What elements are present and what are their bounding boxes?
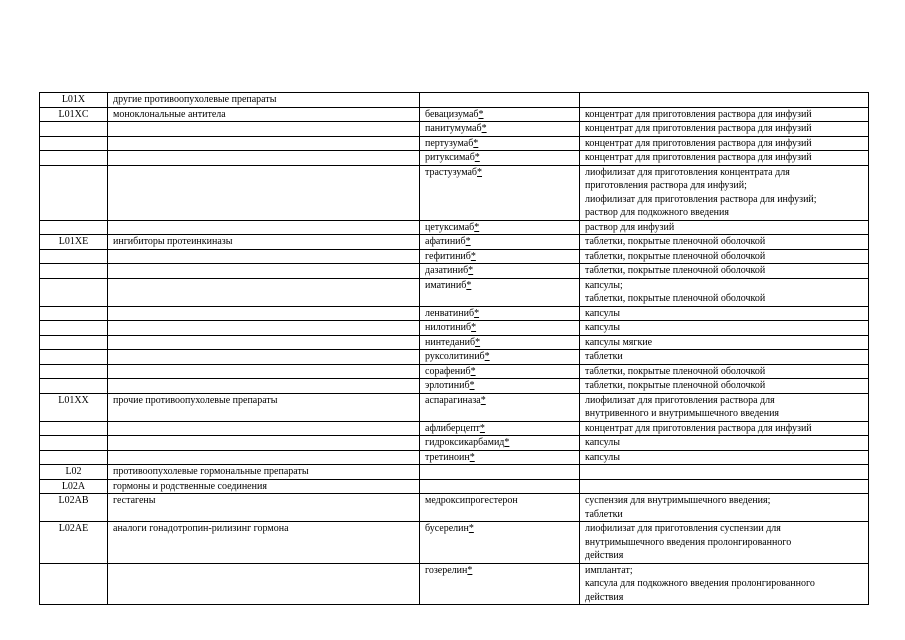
asterisk-marker: * (469, 451, 475, 463)
drug-name: афлиберцепт (425, 422, 480, 434)
dosage-form-cell (580, 379, 869, 394)
dosage-form-line: таблетки, покрытые пленочной оболочкой (585, 265, 766, 276)
table-row (40, 494, 869, 522)
asterisk-marker: * (471, 322, 477, 333)
group-name-cell (108, 122, 420, 137)
drug-name: ритуксимаб (425, 152, 475, 163)
table-row (40, 151, 869, 166)
asterisk-marker: * (468, 265, 474, 276)
atc-code-cell (40, 379, 108, 394)
drug-name-cell (420, 122, 580, 137)
asterisk-marker: * (470, 250, 476, 262)
dosage-form-cell (580, 465, 869, 480)
drug-name: афатиниб (425, 236, 466, 247)
asterisk-marker: * (465, 236, 471, 247)
atc-code-cell (40, 563, 108, 605)
drug-name: иматиниб (425, 279, 467, 291)
dosage-form-line: внутримышечного введения пролонгированного (585, 536, 792, 548)
dosage-form-line: капсулы (585, 307, 620, 319)
asterisk-marker: * (504, 437, 510, 448)
dosage-form-line: концентрат для приготовления раствора для инфузий (585, 152, 812, 163)
drug-name: медроксипрогестерон (425, 495, 518, 506)
group-name-cell (108, 350, 420, 365)
table-row (40, 563, 869, 605)
atc-code-cell (40, 436, 108, 451)
table-row (40, 93, 869, 108)
dosage-form-cell (580, 220, 869, 235)
group-name-cell (108, 165, 420, 220)
drug-name-cell (420, 379, 580, 394)
dosage-form-line: капсулы; (585, 279, 623, 291)
dosage-form-cell (580, 107, 869, 122)
drug-name-cell (420, 151, 580, 166)
dosage-form-line: таблетки, покрытые пленочной оболочкой (585, 250, 766, 262)
drug-name: цетуксимаб (425, 221, 475, 233)
drug-table-body (40, 93, 869, 605)
group-name-cell: противоопухолевые гормональные препараты (108, 465, 420, 480)
drug-name-cell (420, 306, 580, 321)
drug-name-cell (420, 421, 580, 436)
atc-code-cell: L02AB (40, 494, 108, 522)
dosage-form-cell (580, 249, 869, 264)
group-name-cell: аналоги гонадотропин-рилизинг гормона (108, 522, 420, 564)
drug-name-cell (420, 479, 580, 494)
dosage-form-line: капсула для подкожного введения пролонгированного (585, 578, 815, 589)
dosage-form-line: раствор для инфузий (585, 221, 675, 233)
table-row (40, 122, 869, 137)
group-name-cell (108, 563, 420, 605)
asterisk-marker: * (480, 394, 486, 406)
dosage-form-line: таблетки (585, 508, 623, 520)
dosage-form-line: лиофилизат для приготовления концентрата для (585, 166, 790, 178)
atc-code-cell (40, 249, 108, 264)
drug-name-cell (420, 136, 580, 151)
dosage-form-line: концентрат для приготовления раствора для инфузий (585, 422, 812, 434)
drug-name-cell (420, 364, 580, 379)
drug-name-cell (420, 563, 580, 605)
group-name-cell (108, 450, 420, 465)
asterisk-marker: * (469, 380, 475, 391)
drug-name-cell (420, 107, 580, 122)
dosage-form-cell (580, 563, 869, 605)
drug-name-cell (420, 350, 580, 365)
atc-code-cell (40, 278, 108, 306)
drug-name-cell (420, 393, 580, 421)
table-row (40, 321, 869, 336)
atc-code-cell: L01X (40, 93, 108, 108)
group-name-cell: гормоны и родственные соединения (108, 479, 420, 494)
dosage-form-cell (580, 335, 869, 350)
table-row (40, 364, 869, 379)
group-name-cell (108, 436, 420, 451)
drug-name: дазатиниб (425, 265, 469, 276)
drug-name: панитумумаб (425, 123, 482, 134)
atc-code-cell (40, 264, 108, 279)
drug-name: пертузумаб (425, 137, 474, 149)
group-name-cell (108, 136, 420, 151)
dosage-form-cell (580, 151, 869, 166)
table-row (40, 350, 869, 365)
drug-name: гидроксикарбамид (425, 437, 505, 448)
dosage-form-cell (580, 494, 869, 522)
dosage-form-line: таблетки, покрытые пленочной оболочкой (585, 236, 766, 247)
dosage-form-line: капсулы (585, 437, 620, 448)
dosage-form-line: внутривенного и внутримышечного введения (585, 408, 780, 419)
group-name-cell: ингибиторы протеинкиназы (108, 235, 420, 250)
atc-code-cell: L02 (40, 465, 108, 480)
table-row (40, 107, 869, 122)
atc-code-cell (40, 122, 108, 137)
dosage-form-line: имплантат; (585, 564, 633, 576)
asterisk-marker: * (466, 279, 472, 291)
atc-code-cell: L02A (40, 479, 108, 494)
group-name-cell (108, 364, 420, 379)
asterisk-marker: * (470, 365, 476, 377)
dosage-form-line: таблетки, покрытые пленочной оболочкой (585, 365, 766, 377)
drug-name-cell (420, 436, 580, 451)
dosage-form-line: таблетки, покрытые пленочной оболочкой (585, 293, 766, 304)
dosage-form-cell (580, 235, 869, 250)
atc-code-cell (40, 335, 108, 350)
atc-code-cell: L01XE (40, 235, 108, 250)
drug-name-cell (420, 321, 580, 336)
atc-code-cell (40, 136, 108, 151)
drug-name-cell (420, 522, 580, 564)
table-row (40, 235, 869, 250)
dosage-form-cell (580, 421, 869, 436)
drug-name: сорафениб (425, 365, 471, 377)
asterisk-marker: * (474, 221, 480, 233)
drug-name-cell (420, 335, 580, 350)
dosage-form-line: суспензия для внутримышечного введения; (585, 495, 771, 506)
drug-name: гозерелин (425, 564, 468, 576)
drug-name-cell (420, 494, 580, 522)
group-name-cell (108, 220, 420, 235)
drug-name-cell (420, 264, 580, 279)
dosage-form-cell (580, 350, 869, 365)
drug-name-cell (420, 220, 580, 235)
dosage-form-line: капсулы (585, 322, 620, 333)
dosage-form-cell (580, 93, 869, 108)
table-row (40, 165, 869, 220)
drug-name: ленватиниб (425, 307, 475, 319)
group-name-cell: прочие противоопухолевые препараты (108, 393, 420, 421)
drug-name: бусерелин (425, 523, 469, 534)
table-row (40, 335, 869, 350)
atc-code-cell: L01XX (40, 393, 108, 421)
dosage-form-cell (580, 393, 869, 421)
dosage-form-cell (580, 436, 869, 451)
dosage-form-line: концентрат для приготовления раствора для инфузий (585, 137, 812, 149)
drug-name: руксолитиниб (425, 351, 485, 362)
drug-name-cell (420, 165, 580, 220)
dosage-form-cell (580, 450, 869, 465)
dosage-form-cell (580, 278, 869, 306)
dosage-form-line: раствор для подкожного введения (585, 207, 729, 218)
asterisk-marker: * (475, 336, 481, 348)
table-row (40, 450, 869, 465)
asterisk-marker: * (477, 166, 483, 178)
dosage-form-line: лиофилизат для приготовления суспензии для (585, 523, 781, 534)
drug-table (39, 92, 869, 605)
atc-code-cell (40, 165, 108, 220)
atc-code-cell (40, 450, 108, 465)
group-name-cell: другие противоопухолевые препараты (108, 93, 420, 108)
dosage-form-line: таблетки, покрытые пленочной оболочкой (585, 380, 766, 391)
asterisk-marker: * (481, 123, 487, 134)
dosage-form-line: капсулы мягкие (585, 336, 653, 348)
dosage-form-line: лиофилизат для приготовления раствора для инфузий; (585, 193, 817, 205)
table-row (40, 278, 869, 306)
dosage-form-line: капсулы (585, 451, 620, 463)
group-name-cell (108, 151, 420, 166)
dosage-form-cell (580, 364, 869, 379)
dosage-form-line: концентрат для приготовления раствора для инфузий (585, 123, 812, 134)
table-row (40, 249, 869, 264)
dosage-form-line: концентрат для приготовления раствора для инфузий (585, 108, 812, 120)
group-name-cell (108, 306, 420, 321)
dosage-form-cell (580, 165, 869, 220)
asterisk-marker: * (484, 351, 490, 362)
atc-code-cell (40, 220, 108, 235)
drug-name-cell (420, 235, 580, 250)
dosage-form-cell (580, 321, 869, 336)
group-name-cell (108, 249, 420, 264)
drug-name: трастузумаб (425, 166, 478, 178)
asterisk-marker: * (473, 137, 479, 149)
atc-code-cell (40, 350, 108, 365)
dosage-form-cell (580, 306, 869, 321)
atc-code-cell (40, 321, 108, 336)
asterisk-marker: * (474, 152, 480, 163)
asterisk-marker: * (467, 564, 473, 576)
group-name-cell (108, 379, 420, 394)
drug-name: нилотиниб (425, 322, 472, 333)
dosage-form-line: действия (585, 591, 624, 603)
dosage-form-line: лиофилизат для приготовления раствора для (585, 394, 775, 406)
table-row (40, 465, 869, 480)
atc-code-cell (40, 364, 108, 379)
table-row (40, 479, 869, 494)
asterisk-marker: * (474, 307, 480, 319)
dosage-form-cell (580, 522, 869, 564)
drug-name: третиноин (425, 451, 470, 463)
dosage-form-cell (580, 264, 869, 279)
table-row (40, 379, 869, 394)
drug-name-cell (420, 278, 580, 306)
atc-code-cell (40, 421, 108, 436)
group-name-cell (108, 335, 420, 350)
drug-name-cell (420, 249, 580, 264)
drug-name: аспарагиназа (425, 394, 481, 406)
asterisk-marker: * (468, 523, 474, 534)
dosage-form-line: приготовления раствора для инфузий; (585, 180, 747, 191)
atc-code-cell (40, 151, 108, 166)
drug-name-cell (420, 450, 580, 465)
group-name-cell (108, 421, 420, 436)
atc-code-cell: L02AE (40, 522, 108, 564)
table-row (40, 393, 869, 421)
dosage-form-cell (580, 479, 869, 494)
atc-code-cell (40, 306, 108, 321)
dosage-form-line: действия (585, 550, 624, 561)
table-row (40, 264, 869, 279)
group-name-cell (108, 321, 420, 336)
drug-name: бевацизумаб (425, 108, 479, 120)
table-row (40, 522, 869, 564)
asterisk-marker: * (479, 422, 485, 434)
dosage-form-line: таблетки (585, 351, 623, 362)
dosage-form-cell (580, 122, 869, 137)
group-name-cell: гестагены (108, 494, 420, 522)
drug-name: гефитиниб (425, 250, 471, 262)
table-row (40, 436, 869, 451)
table-row (40, 306, 869, 321)
drug-name-cell (420, 93, 580, 108)
table-row (40, 220, 869, 235)
dosage-form-cell (580, 136, 869, 151)
table-row (40, 421, 869, 436)
group-name-cell (108, 278, 420, 306)
drug-name: нинтеданиб (425, 336, 476, 348)
drug-name: эрлотиниб (425, 380, 470, 391)
group-name-cell (108, 264, 420, 279)
atc-code-cell: L01XC (40, 107, 108, 122)
group-name-cell: моноклональные антитела (108, 107, 420, 122)
drug-name-cell (420, 465, 580, 480)
asterisk-marker: * (478, 108, 484, 120)
table-row (40, 136, 869, 151)
